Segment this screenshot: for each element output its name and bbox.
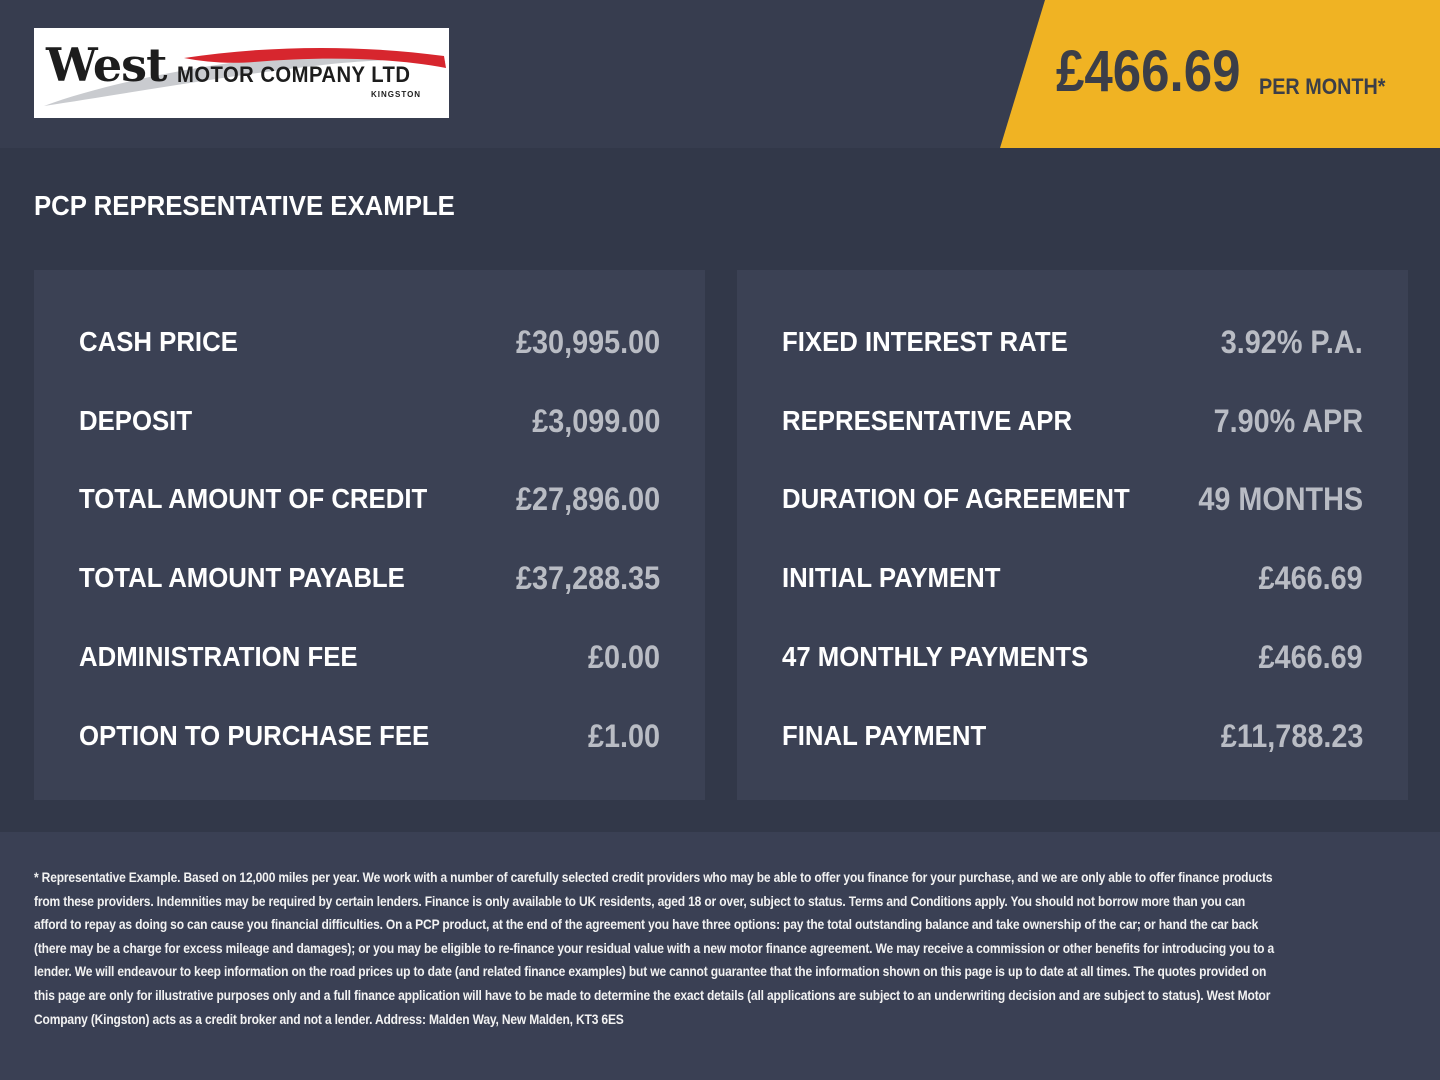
finance-disclaimer: * Representative Example. Based on 12,000 miles per year. We work with a number of carefully selected credit providers who may be able to offer you finance for your purchase, and we are only able to offer finance products from these providers. Indemnities may be required by certain lenders. Finance is only available to UK residents, aged 18 or over, subject to status. Terms and Conditions apply. You should not borrow more than you can afford to repay as doing so can cause you financial difficulties. On a PCP product, at the end of the agreement you have three options: pay the total outstanding balance and take ownership of the car; or hand the car back (there may be a charge for excess mileage and damages); or you may be eligible to re-finance your residual value with a new motor finance agreement. We may receive a commission or other benefits for introducing you to a lender. We will endeavour to keep information on the road prices up to date (and related finance examples) but we cannot guarantee that the information shown on this page is up to date at all times. The quotes provided on this page are only for illustrative purposes only and a full finance application will have to be made to determine the exact details (all applications are subject to an underwriting decision and are subject to status). West Motor Company (Kingston) acts as a credit broker and not a lender. Address: Malden Way, New Malden, KT3 6ES <box>34 869 1275 1027</box>
finance-row <box>782 641 1363 681</box>
row-label: INITIAL PAYMENT <box>782 562 1001 593</box>
row-value: £466.69 <box>1258 560 1363 596</box>
logo-location: KINGSTON <box>371 90 422 99</box>
row-value: £11,788.23 <box>1220 718 1363 754</box>
row-label: OPTION TO PURCHASE FEE <box>79 720 430 751</box>
row-label: FINAL PAYMENT <box>782 720 987 751</box>
row-value: £37,288.35 <box>515 560 660 596</box>
company-logo <box>34 28 449 118</box>
row-value: 49 MONTHS <box>1198 481 1363 517</box>
row-label: FIXED INTEREST RATE <box>782 326 1068 357</box>
finance-row <box>782 720 1363 760</box>
finance-row <box>79 641 660 681</box>
row-label: DEPOSIT <box>79 405 193 436</box>
finance-panel-right <box>737 270 1408 800</box>
logo-company: MOTOR COMPANY LTD <box>177 62 411 87</box>
row-label: TOTAL AMOUNT PAYABLE <box>79 562 405 593</box>
row-label: DURATION OF AGREEMENT <box>782 483 1130 514</box>
finance-row <box>79 720 660 760</box>
finance-row <box>782 326 1363 366</box>
row-value: 7.90% APR <box>1213 403 1363 439</box>
row-value: £466.69 <box>1258 639 1363 675</box>
monthly-price-suffix: PER MONTH* <box>1259 74 1386 99</box>
row-value: £1.00 <box>587 718 660 754</box>
logo-brand: West <box>46 38 167 92</box>
row-value: £30,995.00 <box>515 324 660 360</box>
row-value: £27,896.00 <box>515 481 660 517</box>
header-bar <box>0 0 1440 148</box>
row-label: REPRESENTATIVE APR <box>782 405 1073 436</box>
row-label: 47 MONTHLY PAYMENTS <box>782 641 1089 672</box>
finance-row <box>79 326 660 366</box>
row-value: £3,099.00 <box>531 403 660 439</box>
finance-row <box>79 405 660 445</box>
monthly-price: £466.69 <box>1056 39 1241 104</box>
section-title: PCP REPRESENTATIVE EXAMPLE <box>34 190 455 221</box>
finance-row <box>782 562 1363 602</box>
finance-row <box>79 562 660 602</box>
finance-panel-left <box>34 270 705 800</box>
finance-row <box>782 483 1363 523</box>
row-value: 3.92% P.A. <box>1221 324 1363 360</box>
row-label: TOTAL AMOUNT OF CREDIT <box>79 483 428 514</box>
finance-row <box>79 483 660 523</box>
finance-row <box>782 405 1363 445</box>
row-label: ADMINISTRATION FEE <box>79 641 358 672</box>
row-label: CASH PRICE <box>79 326 238 357</box>
row-value: £0.00 <box>587 639 660 675</box>
